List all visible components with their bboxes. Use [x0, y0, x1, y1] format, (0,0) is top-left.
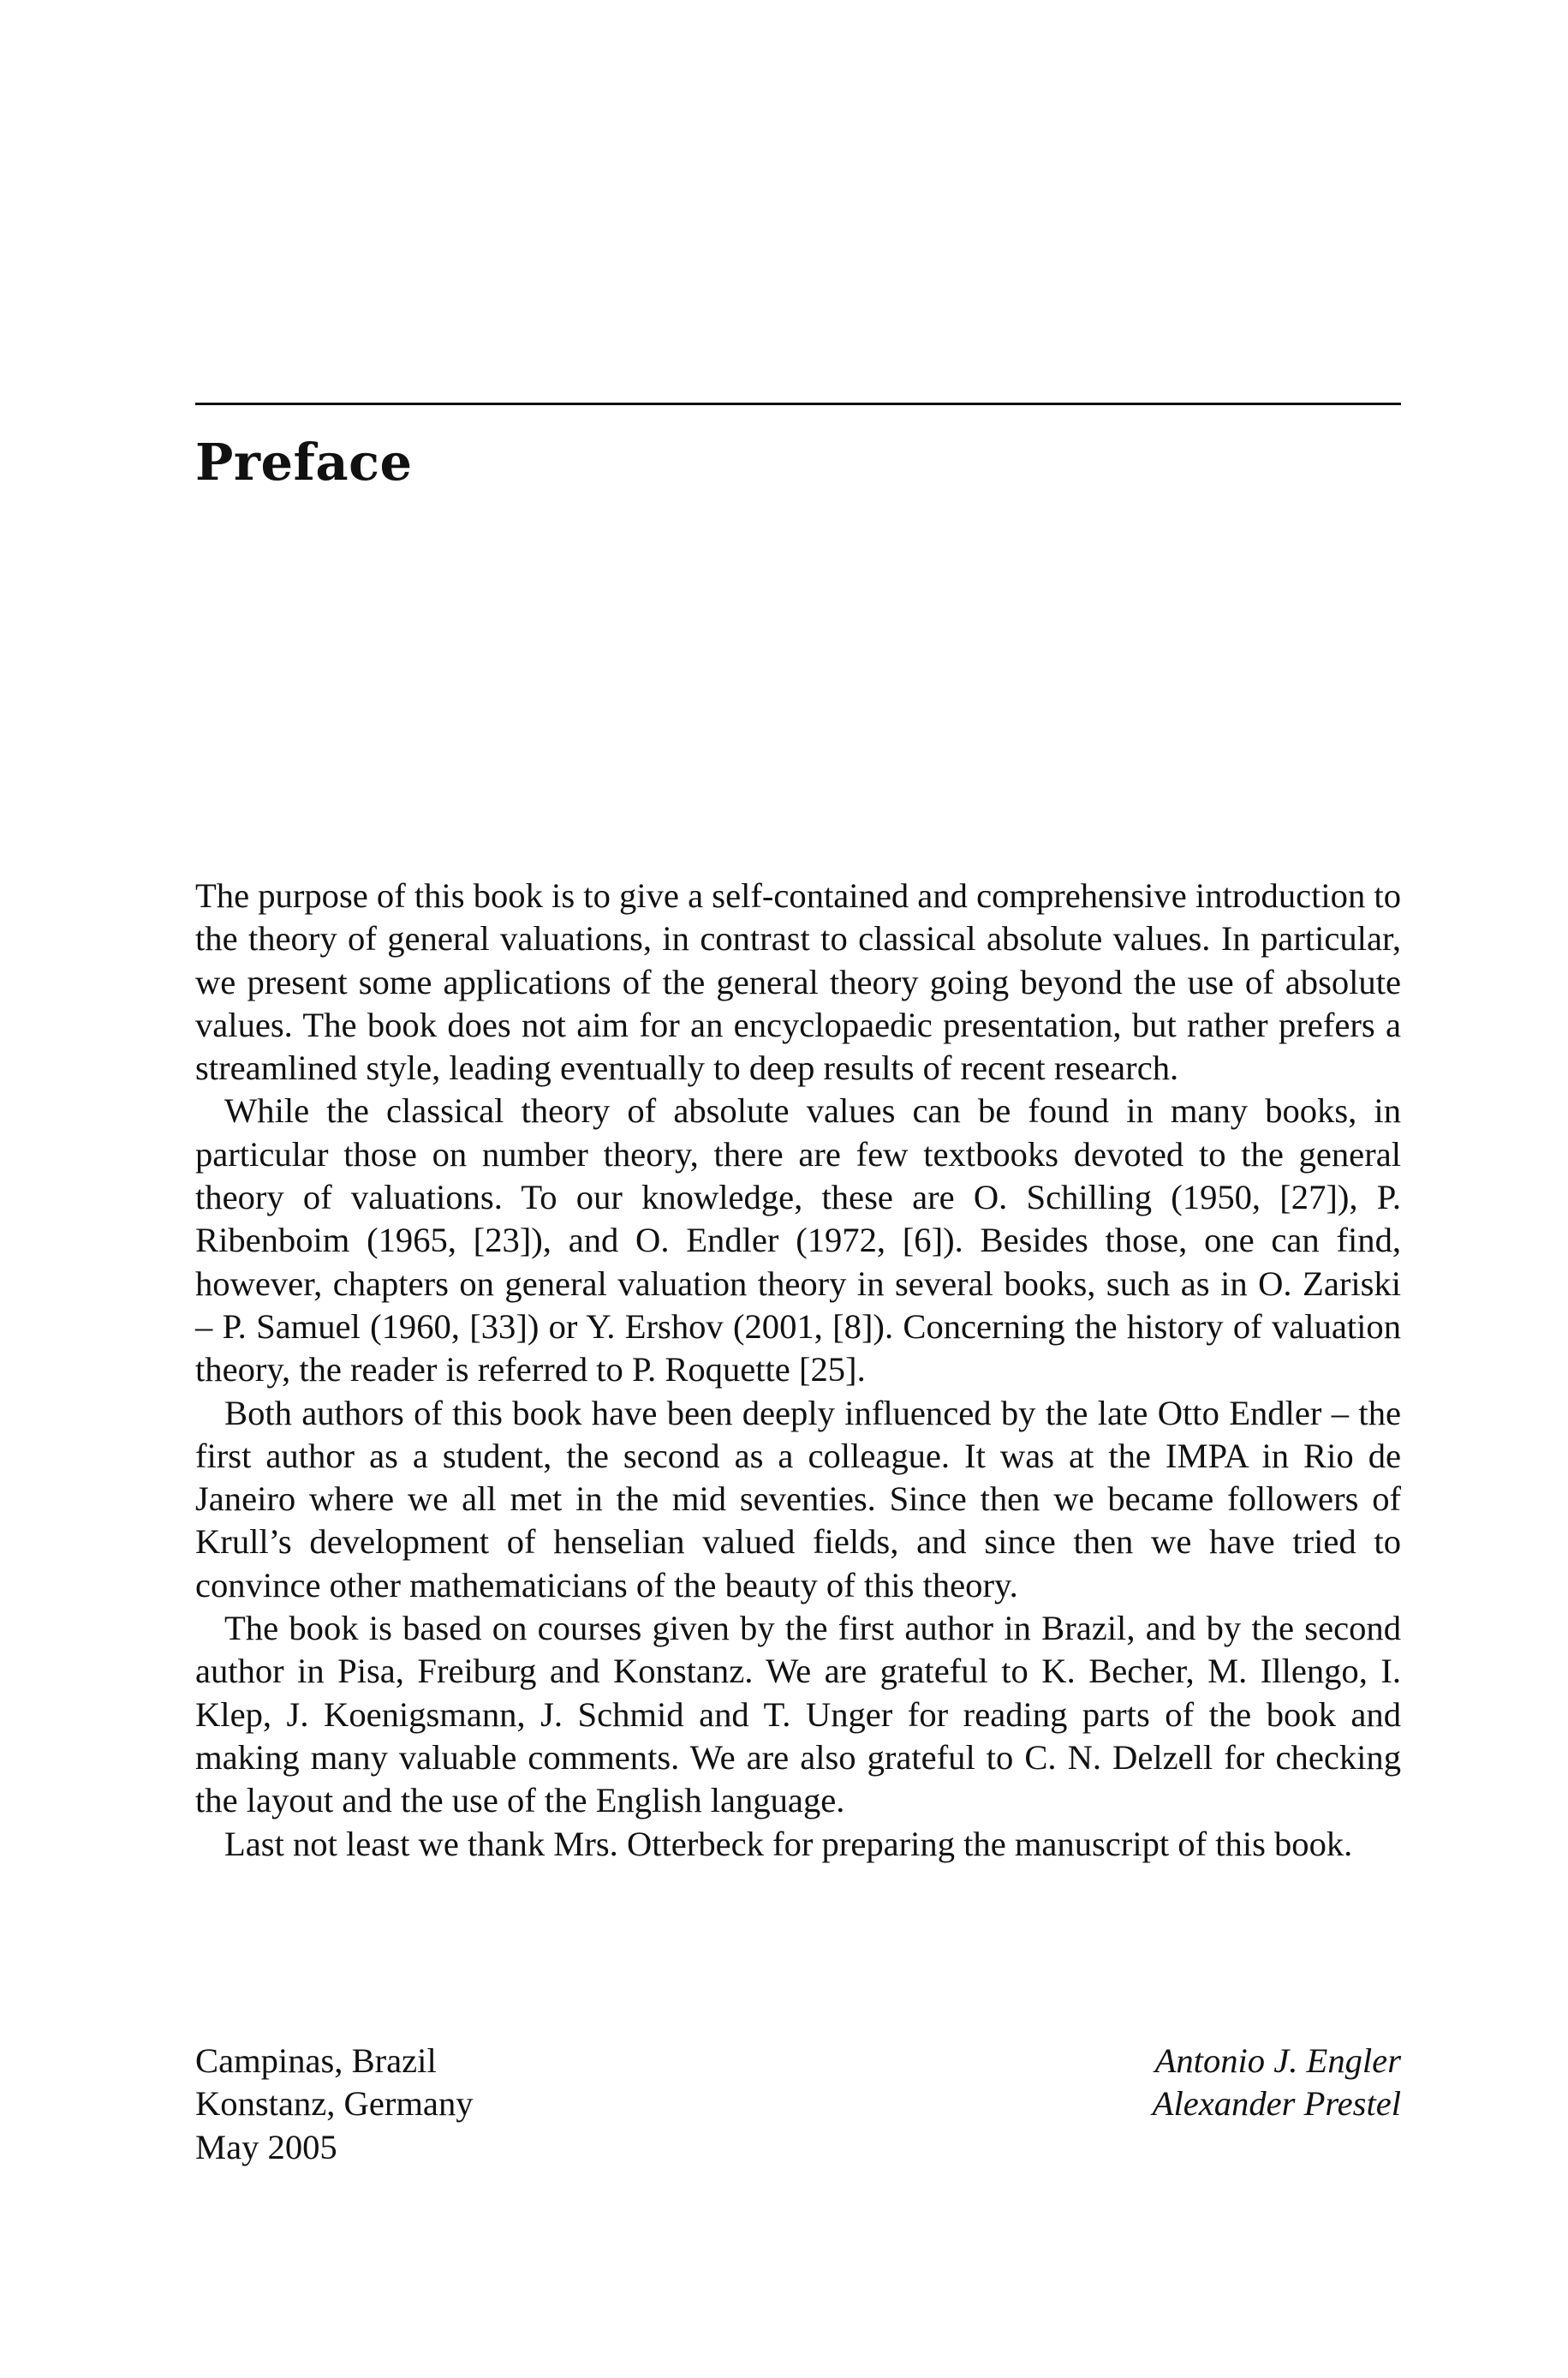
author-prestel: Alexander Prestel: [1152, 2084, 1401, 2124]
paragraph-authors: Both authors of this book have been deeply influenced by the late Otto Endler – the first author as a student, the second as a colleague. It was at the IMPA in Rio de Janeiro where we all met in the mid seventies. Since then we became followers of Krull’s development of henselian valued fields, and since then we have tried to convince other mathematicians of the beauty of this theory.: [195, 1393, 1401, 1604]
page-title: Preface: [195, 433, 413, 492]
signoff-block: [195, 2040, 1401, 2169]
signoff-place-konstanz: Konstanz, Germany: [195, 2084, 474, 2124]
signoff-date: May 2005: [195, 2127, 337, 2166]
signoff-places: [195, 2040, 474, 2169]
paragraph-manuscript: Last not least we thank Mrs. Otterbeck for preparing the manuscript of this book.: [224, 1824, 1353, 1863]
author-engler: Antonio J. Engler: [1154, 2041, 1401, 2080]
preface-body: [195, 875, 1401, 1866]
paragraph-acknowledgements: The book is based on courses given by the first author in Brazil, and by the second author in Pisa, Freiburg and Konstanz. We are grateful to K. Becher, M. Illengo, I. Klep, J. Koenigsmann, J. Schmid and T. Unger for reading parts of the book and making many valuable comments. We are also grateful to C. N. Delzell for checking the layout and the use of the English language.: [195, 1609, 1401, 1820]
paragraph-purpose: The purpose of this book is to give a self-contained and comprehensive introduction to the theory of general valuations, in contrast to classical absolute values. In particular, we present some applications of the general theory going beyond the use of absolute values. The book does not aim for an encyclopaedic presentation, but rather prefers a streamlined style, leading eventually to deep results of recent research.: [195, 876, 1401, 1088]
signoff-authors: [1153, 2040, 1401, 2126]
paragraph-literature: While the classical theory of absolute values can be found in many books, in particular those on number theory, there are few textbooks devoted to the general theory of valuations. To our knowledge, these are O. Schilling (1950, [27]), P. Ribenboim (1965, [23]), and O. Endler (1972, [6]). Besides those, one can find, however, chapters on general valuation theory in several books, such as in O. Zariski – P. Samuel (1960, [33]) or Y. Ershov (2001, [8]). Concerning the history of valuation theory, the reader is referred to P. Roquette [25].: [195, 1091, 1401, 1389]
heading-rule: [195, 403, 1401, 405]
signoff-place-campinas: Campinas, Brazil: [195, 2041, 437, 2080]
